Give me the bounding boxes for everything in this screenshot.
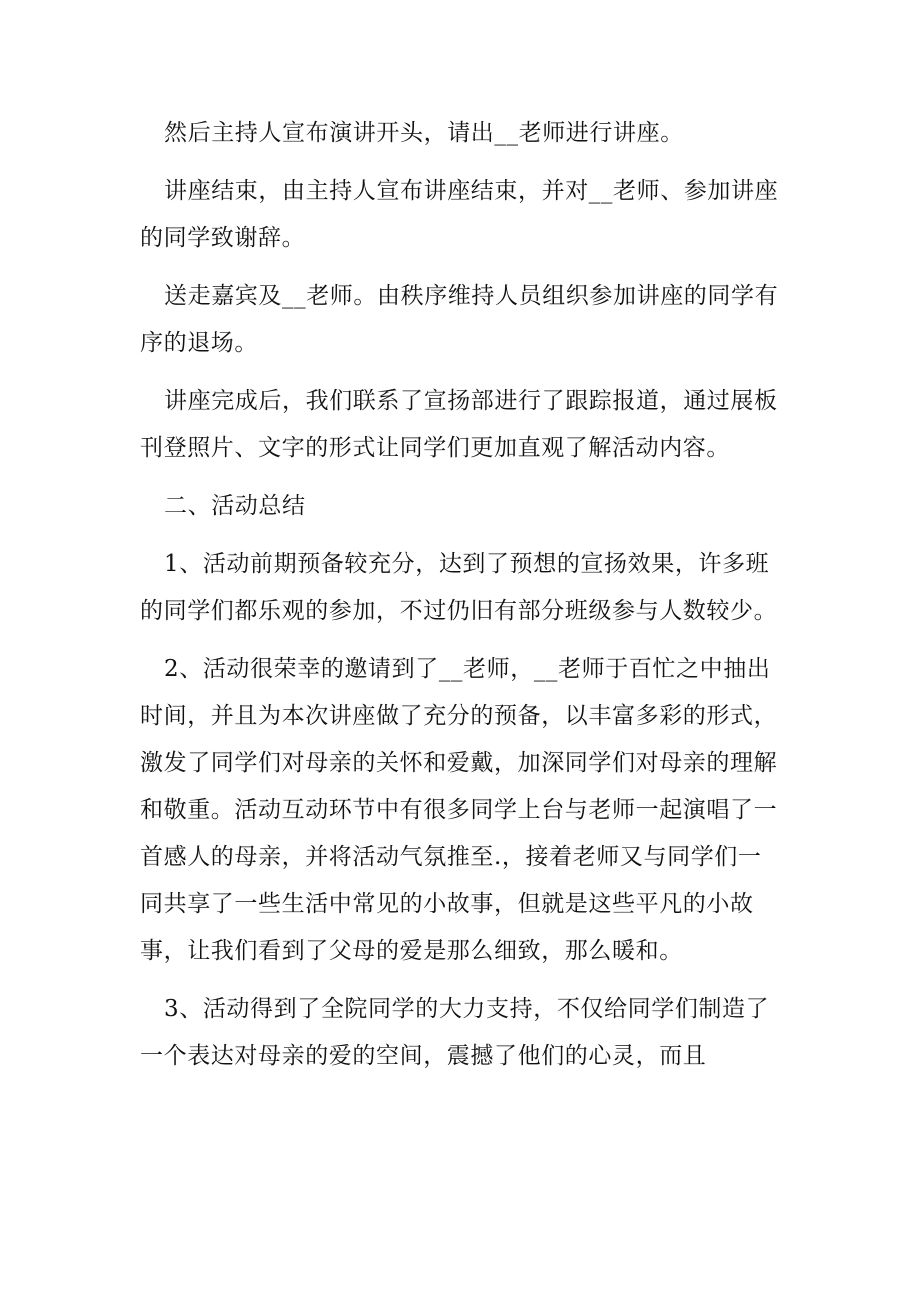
section-heading-activity-summary: 二、活动总结	[164, 493, 306, 519]
summary-item-1: 1、活动前期预备较充分，达到了预想的宣扬效果，许多班的同学们都乐观的参加，不过仍旧有部分班级参与人数较少。	[140, 551, 778, 624]
paragraph-host-announces-lecture: 然后主持人宣布演讲开头，请出__老师进行讲座。	[164, 120, 684, 146]
paragraph-follow-up-report: 讲座完成后，我们联系了宣扬部进行了跟踪报道，通过展板刊登照片、文字的形式让同学们更加直观了解活动内容。	[140, 388, 778, 461]
document-body	[140, 110, 780, 1091]
summary-item-3: 3、活动得到了全院同学的大力支持，不仅给同学们制造了一个表达对母亲的爱的空间，震撼了他们的心灵，而且	[140, 996, 770, 1069]
paragraph-guests-leave: 送走嘉宾及__老师。由秩序维持人员组织参加讲座的同学有序的退场。	[140, 283, 779, 356]
paragraph-lecture-ends: 讲座结束，由主持人宣布讲座结束，并对__老师、参加讲座的同学致谢辞。	[140, 178, 779, 251]
summary-item-2: 2、活动很荣幸的邀请到了__老师，__老师于百忙之中抽出时间，并且为本次讲座做了充分的预备，以丰富多彩的形式，激发了同学们对母亲的关怀和爱戴，加深同学们对母亲的理解和敬重。活动互动环节中有很多同学上台与老师一起演唱了一首感人的母亲，并将活动气氛推至.，接着老师又与同学们一同共享了一些生活中常见的小故事，但就是这些平凡的小故事，让我们看到了父母的爱是那么细致，那么暖和。	[140, 656, 778, 964]
